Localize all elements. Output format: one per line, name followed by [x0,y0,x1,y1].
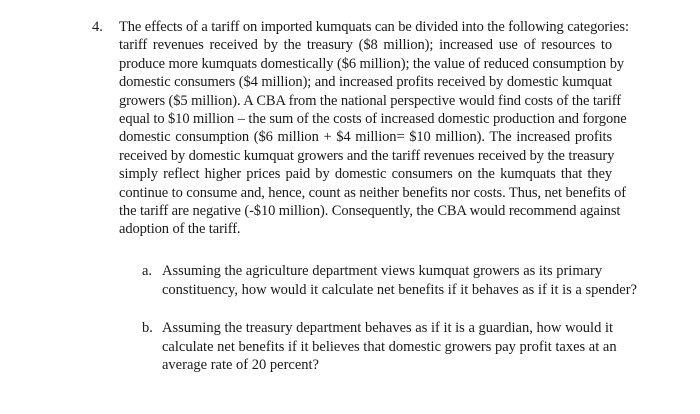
question-line: domestic consumption ($6 million + $4 million= $10 million). The increased profits [119,129,612,146]
question-line: domestic consumers ($4 million); and increased profits received by domestic kumquat [119,74,612,91]
question-line: the tariff are negative (-$10 million). Consequently, the CBA would recommend against [119,203,621,220]
question-line: The effects of a tariff on imported kumquats can be divided into the following categories: [119,19,629,35]
question-line: tariff revenues received by the treasury ($8 million); increased use of resources to [119,37,612,54]
subquestion-line: calculate net benefits if it believes that domestic growers pay profit taxes at an [162,338,617,355]
subquestion-line: Assuming the treasury department behaves as if it is a guardian, how would it [162,320,614,336]
question-line: adoption of the tariff. [119,221,241,238]
question-line: growers ($5 million). A CBA from the national perspective would find costs of the tariff [119,92,621,109]
subquestion-line: Assuming the agriculture department views kumquat growers as its primary [162,263,603,279]
subquestion-letter: a. [142,263,153,279]
question-line: received by domestic kumquat growers and the tariff revenues received by the treasury [119,147,615,164]
subquestion-letter: b. [142,320,153,336]
question-line: continue to consume and, hence, count as neither benefits nor costs. Thus, net benefits of [119,184,626,201]
subquestion-line: constituency, how would it calculate net benefits if it behaves as if it is a spender? [162,281,637,298]
subquestion-text [162,319,617,375]
question-body [119,18,629,239]
question-line: equal to $10 million – the sum of the costs of increased domestic production and forgone [119,111,627,128]
question-number: 4. [92,19,103,35]
question-line: simply reflect higher prices paid by domestic consumers on the kumquats that they [119,166,612,183]
subquestion-text [162,262,637,299]
question-line: produce more kumquats domestically ($6 million); the value of reduced consumption by [119,55,625,72]
subquestion-line: average rate of 20 percent? [162,357,319,374]
